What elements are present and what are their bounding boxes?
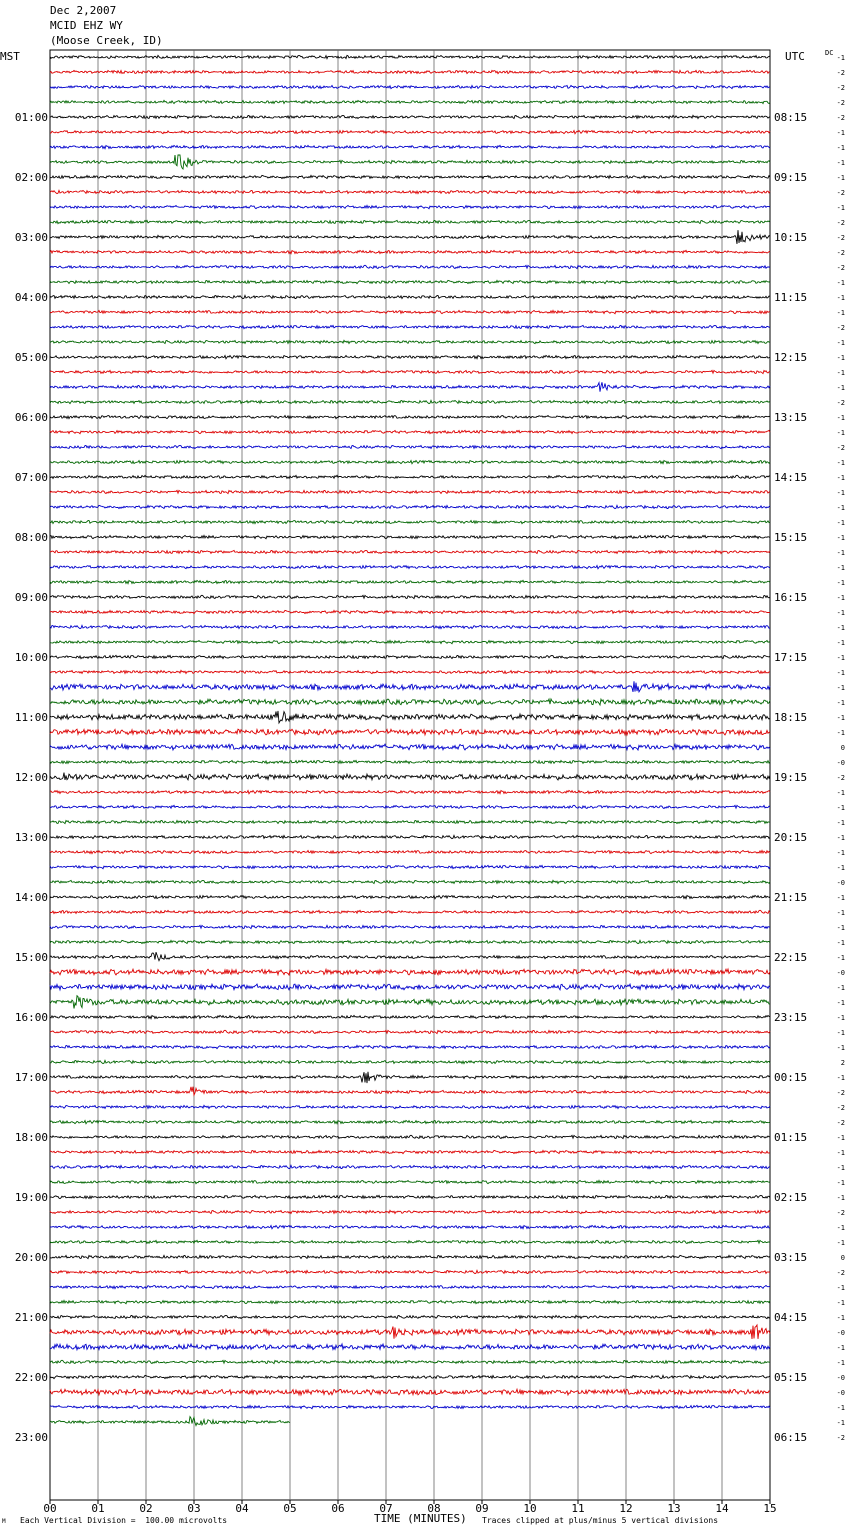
trace-row (50, 416, 770, 419)
trace-row (50, 311, 770, 314)
right-hour-label: 12:15 (774, 351, 808, 364)
left-hour-label: 18:00 (14, 1131, 48, 1144)
trace-row (50, 370, 770, 373)
trace-row (50, 773, 770, 780)
x-tick-label: 07 (379, 1502, 393, 1515)
trace-row (50, 1015, 770, 1018)
trace-row (50, 70, 770, 73)
dc-offset-label: -1 (836, 369, 845, 377)
dc-offset-label: -0 (836, 759, 845, 767)
trace-row (50, 280, 770, 283)
left-hour-label: 03:00 (14, 231, 48, 244)
dc-offset-label: -1 (836, 159, 845, 167)
dc-offset-label: -1 (836, 1074, 845, 1082)
dc-offset-label: -1 (836, 414, 845, 422)
left-hour-label: 07:00 (14, 471, 48, 484)
trace-row (50, 952, 770, 961)
dc-offset-label: -1 (836, 684, 845, 692)
right-hour-label: 22:15 (774, 951, 808, 964)
left-hour-label: 05:00 (14, 351, 48, 364)
trace-row (50, 1240, 770, 1243)
dc-offset-label: -0 (836, 879, 845, 887)
dc-offset-label: -1 (836, 429, 845, 437)
x-tick-label: 04 (235, 1502, 249, 1515)
right-hour-label: 10:15 (774, 231, 808, 244)
dc-offset-label: -1 (836, 1149, 845, 1157)
left-hour-label: 19:00 (14, 1191, 48, 1204)
right-hour-label: 00:15 (774, 1071, 808, 1084)
trace-row (50, 580, 770, 583)
left-hour-label: 11:00 (14, 711, 48, 724)
trace-row (50, 445, 770, 448)
dc-offset-label: -1 (836, 1224, 845, 1232)
trace-row (50, 355, 770, 358)
trace-row (50, 220, 770, 223)
left-hour-label: 13:00 (14, 831, 48, 844)
x-tick-label: 15 (763, 1502, 777, 1515)
trace-row (50, 880, 770, 883)
dc-offset-label: -1 (836, 204, 845, 212)
right-hour-label: 05:15 (774, 1371, 808, 1384)
dc-offset-label: -1 (836, 129, 845, 137)
dc-offset-label: -1 (836, 789, 845, 797)
trace-row (50, 625, 770, 628)
dc-offset-label: -1 (836, 549, 845, 557)
right-hour-label: 06:15 (774, 1431, 808, 1444)
location-label: (Moose Creek, ID) (50, 34, 163, 47)
dc-offset-label: -0 (836, 1329, 845, 1337)
dc-offset-label: -1 (836, 999, 845, 1007)
dc-offset-label: -1 (836, 1284, 845, 1292)
x-tick-label: 01 (91, 1502, 105, 1515)
dc-offset-label: -1 (836, 594, 845, 602)
dc-offset-label: -1 (836, 699, 845, 707)
dc-offset-label: -1 (836, 354, 845, 362)
trace-row (50, 1181, 770, 1184)
dc-offset-label: -1 (836, 339, 845, 347)
left-hour-label: 02:00 (14, 171, 48, 184)
left-hour-label: 10:00 (14, 651, 48, 664)
dc-offset-label: -1 (836, 984, 845, 992)
corner-mark: M (2, 1518, 6, 1525)
trace-row (50, 1072, 770, 1083)
trace-row (50, 1030, 770, 1033)
dc-offset-label: -1 (836, 849, 845, 857)
trace-row (50, 820, 770, 823)
right-hour-label: 14:15 (774, 471, 808, 484)
trace-row (50, 475, 770, 478)
dc-offset-labels (837, 54, 845, 1442)
dc-offset-label: -1 (836, 174, 845, 182)
right-hour-label: 02:15 (774, 1191, 808, 1204)
right-hour-label: 03:15 (774, 1251, 808, 1264)
trace-row (50, 1375, 770, 1378)
dc-offset-label: -1 (836, 654, 845, 662)
trace-row (50, 925, 770, 928)
dc-offset-label: -1 (836, 1014, 845, 1022)
dc-offset-label: -2 (836, 189, 845, 197)
plot-frame (50, 50, 770, 1500)
trace-row (50, 699, 770, 705)
trace-row (50, 400, 770, 403)
x-tick-label: 12 (619, 1502, 633, 1515)
dc-offset-label: -1 (836, 309, 845, 317)
trace-row (50, 382, 770, 391)
left-hour-label: 21:00 (14, 1311, 48, 1324)
dc-offset-label: -2 (836, 84, 845, 92)
trace-row (50, 1225, 770, 1228)
trace-row (50, 86, 770, 89)
right-hour-labels (774, 111, 807, 1444)
trace-row (50, 1165, 770, 1168)
trace-row (50, 430, 770, 433)
trace-row (50, 1087, 770, 1095)
dc-offset-label: -1 (836, 819, 845, 827)
clip-note: Traces clipped at plus/minus 5 vertical divisions (482, 1516, 719, 1525)
trace-row (50, 505, 770, 508)
trace-row (50, 1344, 770, 1350)
x-tick-label: 09 (475, 1502, 489, 1515)
right-axis-title: UTC (785, 50, 805, 63)
dc-offset-label: -2 (836, 444, 845, 452)
trace-row (50, 490, 770, 493)
dc-offset-label: -1 (836, 564, 845, 572)
x-tick-label: 00 (43, 1502, 57, 1515)
dc-offset-label: -1 (836, 489, 845, 497)
trace-row (50, 670, 770, 673)
trace-row (50, 681, 770, 692)
dc-offset-label: 0 (840, 744, 845, 752)
left-hour-label: 09:00 (14, 591, 48, 604)
trace-row (50, 940, 770, 943)
dc-offset-label: -1 (836, 1044, 845, 1052)
trace-row (50, 131, 770, 134)
trace-row (50, 550, 770, 553)
trace-row (50, 340, 770, 343)
dc-offset-label: -1 (836, 939, 845, 947)
dc-offset-label: -1 (836, 474, 845, 482)
dc-offset-label: -1 (836, 894, 845, 902)
dc-offset-label: -1 (836, 954, 845, 962)
dc-offset-label: -2 (836, 1119, 845, 1127)
dc-offset-label: -1 (836, 804, 845, 812)
trace-row (50, 711, 770, 723)
right-hour-label: 13:15 (774, 411, 808, 424)
right-hour-label: 04:15 (774, 1311, 808, 1324)
x-tick-label: 11 (571, 1502, 585, 1515)
trace-row (50, 1120, 770, 1123)
trace-row (50, 1135, 770, 1138)
dc-offset-label: -1 (836, 1359, 845, 1367)
dc-offset-label: -1 (836, 624, 845, 632)
dc-offset-label: -2 (836, 399, 845, 407)
left-hour-label: 12:00 (14, 771, 48, 784)
trace-row (50, 325, 770, 328)
dc-offset-label: -1 (836, 639, 845, 647)
trace-row (50, 655, 770, 658)
trace-row (50, 230, 770, 244)
trace-row (50, 155, 770, 169)
dc-offset-label: -2 (836, 1104, 845, 1112)
dc-offset-label: -2 (836, 324, 845, 332)
trace-row (50, 1417, 290, 1426)
dc-offset-label: -2 (836, 99, 845, 107)
dc-offset-label: -1 (836, 294, 845, 302)
right-hour-label: 17:15 (774, 651, 808, 664)
trace-row (50, 460, 770, 463)
right-hour-label: 23:15 (774, 1011, 808, 1024)
left-hour-label: 08:00 (14, 531, 48, 544)
trace-row (50, 145, 770, 148)
dc-offset-label: -1 (836, 924, 845, 932)
right-hour-label: 19:15 (774, 771, 808, 784)
left-hour-label: 01:00 (14, 111, 48, 124)
right-hour-label: 15:15 (774, 531, 808, 544)
trace-row (50, 790, 770, 793)
dc-offset-label: -2 (836, 69, 845, 77)
left-axis-title: MST (0, 50, 20, 63)
dc-offset-label: -1 (836, 459, 845, 467)
trace-row (50, 265, 770, 268)
dc-offset-label: -1 (836, 54, 845, 62)
trace-row (50, 835, 770, 838)
trace-row (50, 1270, 770, 1273)
left-hour-label: 14:00 (14, 891, 48, 904)
dc-offset-label: -0 (836, 1374, 845, 1382)
trace-row (50, 910, 770, 913)
dc-offset-label: -2 (836, 234, 845, 242)
dc-offset-label: -2 (836, 774, 845, 782)
dc-offset-label: -1 (836, 504, 845, 512)
dc-offset-label: -0 (836, 969, 845, 977)
left-hour-label: 23:00 (14, 1431, 48, 1444)
left-hour-label: 04:00 (14, 291, 48, 304)
trace-row (50, 851, 770, 854)
x-tick-label: 06 (331, 1502, 345, 1515)
station-label: MCID EHZ WY (50, 19, 123, 32)
dc-offset-label: 0 (840, 1254, 845, 1262)
dc-offset-label: -1 (836, 834, 845, 842)
seismic-traces (50, 55, 770, 1425)
dc-offset-label: -1 (836, 534, 845, 542)
trace-row (50, 865, 770, 868)
dc-offset-label: -1 (836, 714, 845, 722)
trace-row (50, 1195, 770, 1198)
left-hour-labels (15, 111, 48, 1444)
trace-row (50, 729, 770, 735)
trace-row (50, 1389, 770, 1395)
trace-row (50, 984, 770, 990)
x-tick-label: 08 (427, 1502, 441, 1515)
trace-row (50, 55, 770, 58)
dc-offset-label: -2 (836, 1209, 845, 1217)
trace-row (50, 566, 770, 569)
dc-offset-label: -2 (836, 264, 845, 272)
trace-row (50, 535, 770, 538)
trace-row (50, 1300, 770, 1303)
x-axis-title: TIME (MINUTES) (374, 1512, 467, 1525)
x-tick-label: 14 (715, 1502, 729, 1515)
left-hour-label: 20:00 (14, 1251, 48, 1264)
trace-row (50, 895, 770, 898)
trace-row (50, 610, 770, 613)
dc-offset-label: -1 (836, 1344, 845, 1352)
trace-row (50, 1315, 770, 1318)
trace-row (50, 190, 770, 193)
trace-row (50, 1286, 770, 1289)
left-hour-label: 06:00 (14, 411, 48, 424)
right-hour-label: 16:15 (774, 591, 808, 604)
dc-offset-label: -1 (836, 1419, 845, 1427)
dc-offset-label: -2 (836, 219, 845, 227)
trace-row (50, 295, 770, 298)
dc-offset-label: -1 (836, 1299, 845, 1307)
date-label: Dec 2,2007 (50, 4, 117, 17)
x-tick-label: 13 (667, 1502, 681, 1515)
trace-row (50, 250, 770, 253)
trace-row (50, 595, 770, 598)
dc-offset-label: -1 (836, 1239, 845, 1247)
dc-label: DC (825, 49, 834, 57)
left-hour-label: 16:00 (14, 1011, 48, 1024)
dc-offset-label: -1 (836, 1164, 845, 1172)
trace-row (50, 100, 770, 103)
right-hour-label: 21:15 (774, 891, 808, 904)
trace-row (50, 206, 770, 209)
dc-offset-label: -1 (836, 729, 845, 737)
trace-row (50, 996, 770, 1009)
trace-row (50, 641, 770, 644)
dc-offset-label: -1 (836, 609, 845, 617)
dc-offset-label: -1 (836, 1029, 845, 1037)
trace-row (50, 1105, 770, 1108)
trace-row (50, 760, 770, 763)
dc-offset-label: -1 (836, 384, 845, 392)
x-tick-label: 05 (283, 1502, 297, 1515)
trace-row (50, 1325, 770, 1339)
dc-offset-label: -2 (836, 249, 845, 257)
right-hour-label: 09:15 (774, 171, 808, 184)
dc-offset-label: -1 (836, 1134, 845, 1142)
dc-offset-label: -1 (836, 279, 845, 287)
left-hour-label: 22:00 (14, 1371, 48, 1384)
dc-offset-label: -2 (836, 114, 845, 122)
scale-note: Each Vertical Division = 100.00 microvolts (20, 1516, 228, 1525)
dc-offset-label: -1 (836, 864, 845, 872)
dc-offset-label: -1 (836, 1194, 845, 1202)
trace-row (50, 521, 770, 524)
trace-row (50, 1150, 770, 1153)
dc-offset-label: -1 (836, 1179, 845, 1187)
dc-offset-label: -2 (836, 1089, 845, 1097)
left-hour-label: 15:00 (14, 951, 48, 964)
right-hour-label: 18:15 (774, 711, 808, 724)
right-hour-label: 11:15 (774, 291, 808, 304)
dc-offset-label: -1 (836, 579, 845, 587)
trace-row (50, 1405, 770, 1408)
dc-offset-label: -1 (836, 1314, 845, 1322)
dc-offset-label: -2 (836, 1434, 845, 1442)
trace-row (50, 744, 770, 750)
minute-gridlines (50, 50, 770, 1500)
dc-offset-label: -1 (836, 144, 845, 152)
x-tick-label: 10 (523, 1502, 537, 1515)
right-hour-label: 08:15 (774, 111, 808, 124)
dc-offset-label: -1 (836, 669, 845, 677)
trace-row (50, 1360, 770, 1363)
x-tick-label: 03 (187, 1502, 201, 1515)
trace-row (50, 969, 770, 975)
right-hour-label: 01:15 (774, 1131, 808, 1144)
trace-row (50, 115, 770, 118)
dc-offset-label: -2 (836, 1269, 845, 1277)
left-hour-label: 17:00 (14, 1071, 48, 1084)
x-tick-label: 02 (139, 1502, 153, 1515)
dc-offset-label: -1 (836, 909, 845, 917)
trace-row (50, 1210, 770, 1213)
trace-row (50, 1045, 770, 1048)
trace-row (50, 1060, 770, 1063)
right-hour-label: 20:15 (774, 831, 808, 844)
trace-row (50, 1255, 770, 1258)
dc-offset-label: -1 (836, 519, 845, 527)
dc-offset-label: -0 (836, 1389, 845, 1397)
trace-row (50, 175, 770, 178)
trace-row (50, 805, 770, 808)
dc-offset-label: 2 (840, 1059, 845, 1067)
dc-offset-label: -1 (836, 1404, 845, 1412)
